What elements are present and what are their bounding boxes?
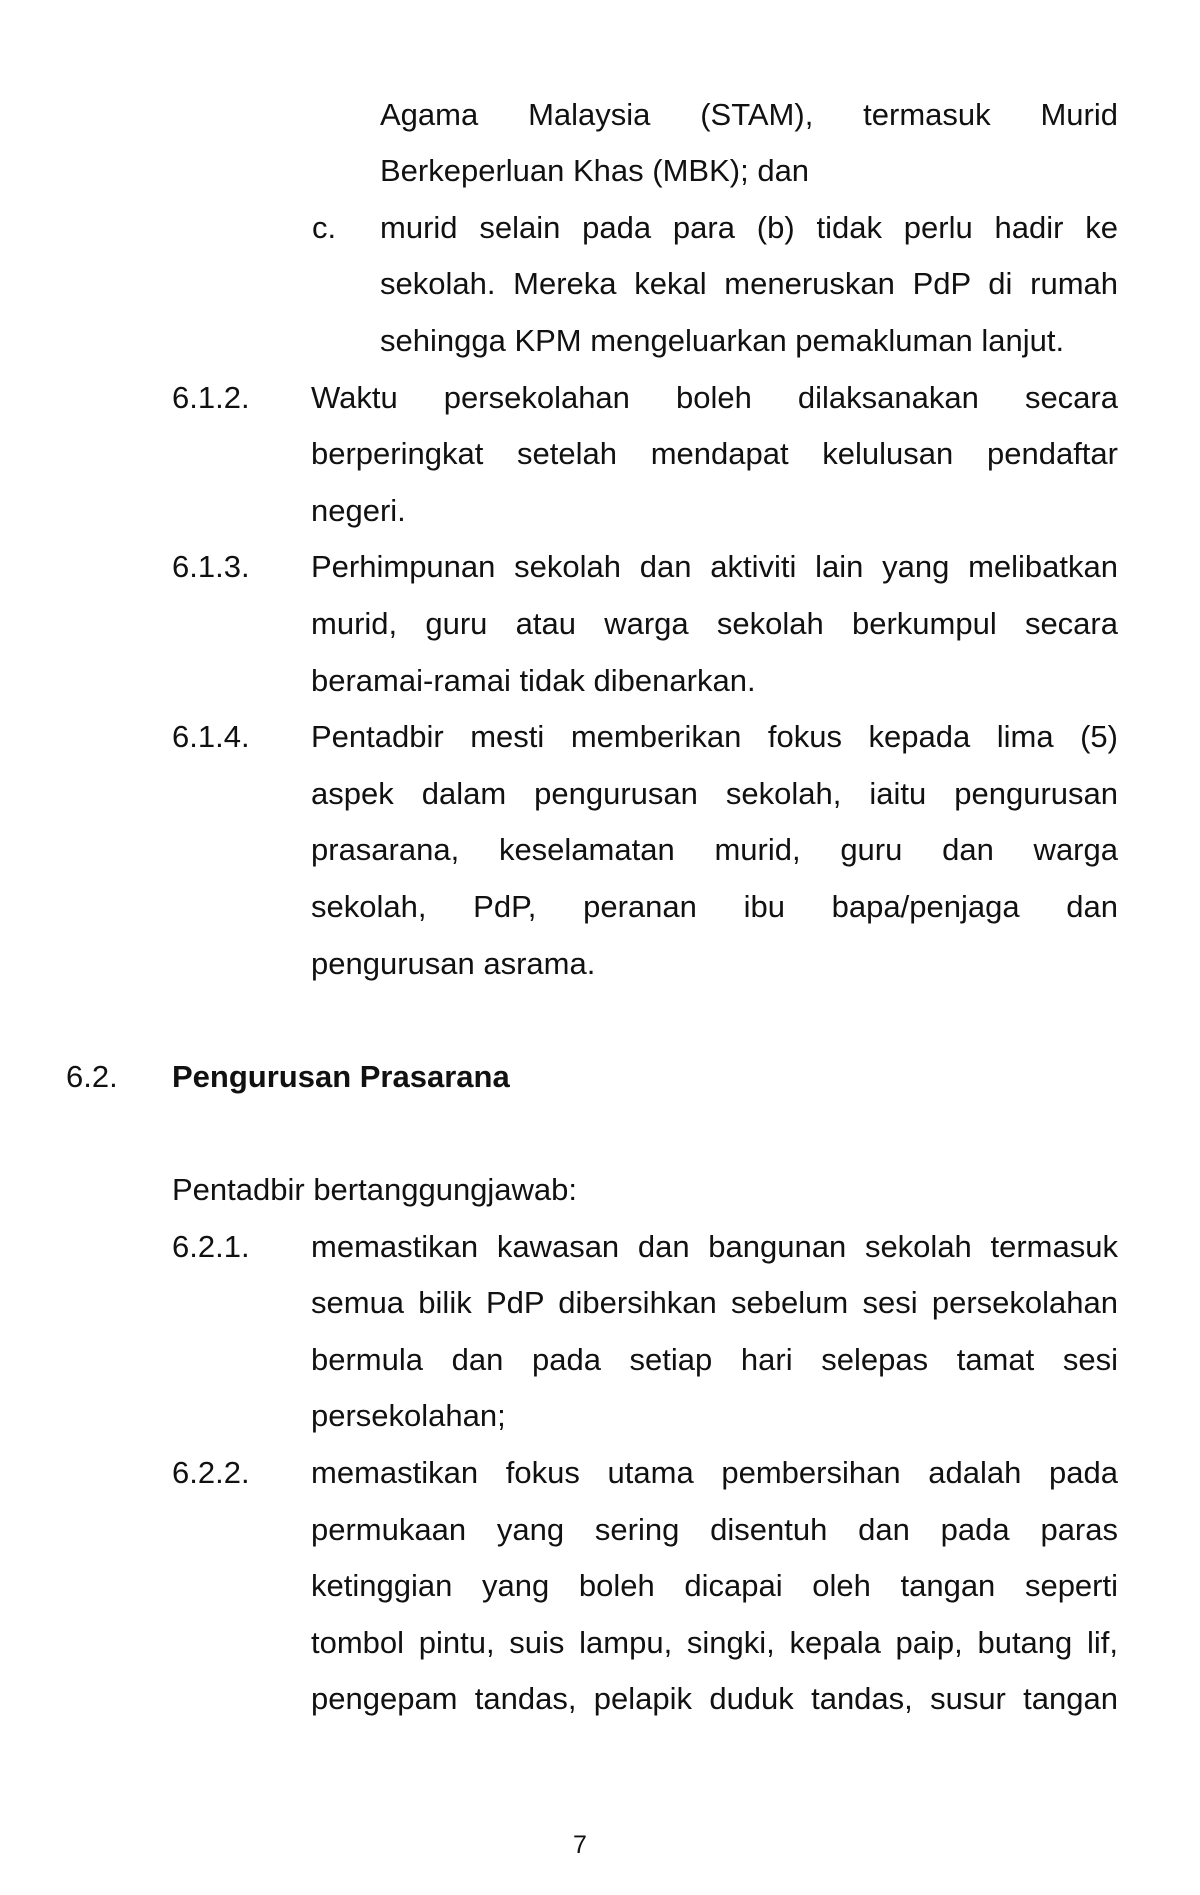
item-6-1-4-line-5: pengurusan asrama. [311, 946, 596, 981]
item-number-6-2-1: 6.2.1. [172, 1229, 250, 1264]
item-6-2-1-line-4: persekolahan; [311, 1398, 506, 1433]
list-c-line-3: sehingga KPM mengeluarkan pemakluman lanjut. [380, 323, 1065, 358]
item-6-1-4-line-2: aspek dalam pengurusan sekolah, iaitu pengurusan [311, 776, 1118, 811]
item-6-1-4-line-1: Pentadbir mesti memberikan fokus kepada lima (5) [311, 719, 1118, 754]
page-number: 7 [573, 1831, 587, 1859]
item-6-2-1-line-3: bermula dan pada setiap hari selepas tamat sesi [311, 1342, 1118, 1377]
item-6-1-3-line-3: beramai-ramai tidak dibenarkan. [311, 663, 756, 698]
item-6-2-2-line-2: permukaan yang sering disentuh dan pada paras [311, 1512, 1118, 1547]
item-6-2-2-line-5: pengepam tandas, pelapik duduk tandas, susur tangan [311, 1681, 1118, 1716]
list-b-line-2: Berkeperluan Khas (MBK); dan [380, 153, 810, 188]
item-6-1-2-line-1: Waktu persekolahan boleh dilaksanakan secara [311, 380, 1118, 415]
section-title: Pengurusan Prasarana [172, 1059, 510, 1094]
section-intro: Pentadbir bertanggungjawab: [172, 1172, 578, 1207]
item-number-6-1-4: 6.1.4. [172, 719, 250, 754]
item-number-6-2-2: 6.2.2. [172, 1455, 250, 1490]
list-c-line-1: murid selain pada para (b) tidak perlu hadir ke [380, 210, 1118, 245]
item-6-1-4-line-4: sekolah, PdP, peranan ibu bapa/penjaga dan [311, 889, 1118, 924]
item-6-1-2-line-2: berperingkat setelah mendapat kelulusan pendaftar [311, 436, 1118, 471]
item-6-2-2-line-3: ketinggian yang boleh dicapai oleh tangan seperti [311, 1568, 1118, 1603]
item-6-1-4-line-3: prasarana, keselamatan murid, guru dan warga [311, 832, 1118, 867]
item-number-6-1-3: 6.1.3. [172, 549, 250, 584]
item-number-6-1-2: 6.1.2. [172, 380, 250, 415]
list-c-line-2: sekolah. Mereka kekal meneruskan PdP di rumah [380, 266, 1118, 301]
section-number: 6.2. [66, 1059, 118, 1094]
item-6-2-1-line-2: semua bilik PdP dibersihkan sebelum sesi persekolahan [311, 1285, 1118, 1320]
list-b-line-1: Agama Malaysia (STAM), termasuk Murid [380, 97, 1118, 132]
item-6-1-3-line-1: Perhimpunan sekolah dan aktiviti lain yang melibatkan [311, 549, 1118, 584]
item-6-2-2-line-4: tombol pintu, suis lampu, singki, kepala paip, butang lif, [311, 1625, 1118, 1660]
item-6-1-2-line-3: negeri. [311, 493, 406, 528]
item-6-2-2-line-1: memastikan fokus utama pembersihan adalah pada [311, 1455, 1118, 1490]
item-6-1-3-line-2: murid, guru atau warga sekolah berkumpul secara [311, 606, 1118, 641]
list-c-label: c. [312, 210, 337, 245]
item-6-2-1-line-1: memastikan kawasan dan bangunan sekolah termasuk [311, 1229, 1118, 1264]
